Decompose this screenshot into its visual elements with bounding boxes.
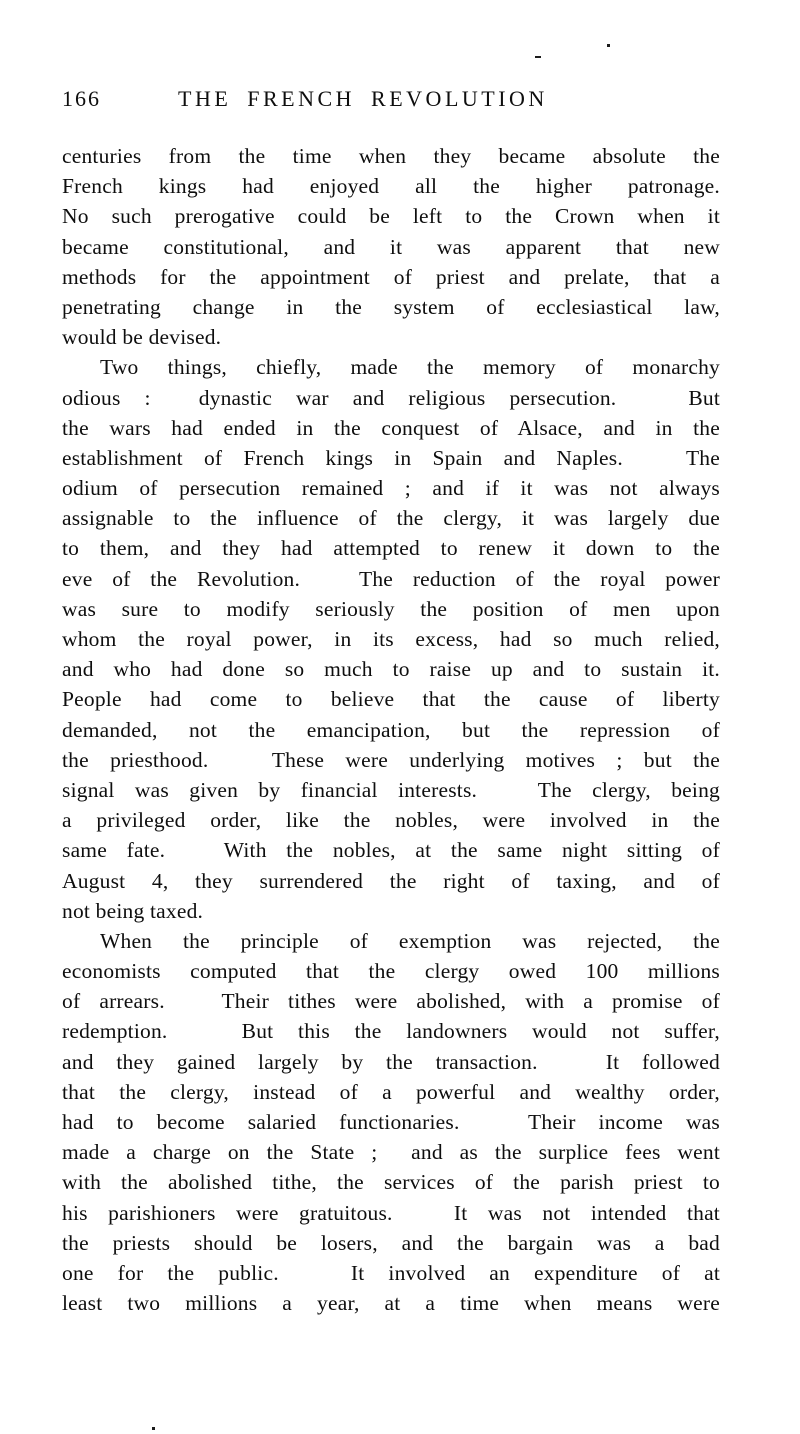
text-line: Two things, chiefly, made the memory of monarchy: [100, 355, 720, 380]
text-line: the wars had ended in the conquest of Alsace, and in the: [62, 415, 720, 440]
page-body: [62, 141, 720, 1318]
text-line: that the clergy, instead of a powerful and wealthy order,: [62, 1079, 720, 1104]
text-line: same fate. With the nobles, at the same night sitting of: [62, 838, 720, 863]
text-line: one for the public. It involved an expenditure of at: [62, 1260, 720, 1285]
scan-speck: [152, 1427, 155, 1430]
page-number: 166: [62, 86, 101, 111]
text-line: whom the royal power, in its excess, had so much relied,: [62, 627, 720, 651]
text-line: methods for the appointment of priest and prelate, that a: [62, 264, 720, 289]
text-line: redemption. But this the landowners would not suffer,: [62, 1019, 720, 1044]
text-line: When the principle of exemption was rejected, the: [100, 928, 720, 953]
text-line: assignable to the influence of the clergy, it was largely due: [62, 506, 720, 531]
text-line: odious : dynastic war and religious persecution. But: [62, 385, 720, 410]
text-line: a privileged order, like the nobles, were involved in the: [62, 808, 720, 833]
text-line: odium of persecution remained ; and if it was not always: [62, 476, 720, 501]
text-line: economists computed that the clergy owed 100 millions: [62, 959, 720, 984]
text-line: of arrears. Their tithes were abolished, with a promise of: [62, 989, 720, 1014]
text-line: and who had done so much to raise up and to sustain it.: [62, 657, 720, 682]
text-line: centuries from the time when they became absolute the: [62, 144, 720, 168]
text-line: demanded, not the emancipation, but the repression of: [62, 717, 720, 742]
scan-speck: [607, 44, 610, 47]
text-line: August 4, they surrendered the right of taxing, and of: [62, 868, 720, 893]
text-line: with the abolished tithe, the services of the parish priest to: [62, 1170, 720, 1195]
text-line: signal was given by financial interests. The clergy, being: [62, 777, 720, 802]
text-line: would be devised.: [62, 325, 222, 350]
text-line: the priesthood. These were underlying motives ; but the: [62, 747, 720, 772]
running-title: THE FRENCH REVOLUTION: [178, 86, 548, 111]
text-line: and they gained largely by the transaction. It followed: [62, 1049, 720, 1074]
text-line: to them, and they had attempted to renew it down to the: [62, 536, 720, 561]
text-line: the priests should be losers, and the bargain was a bad: [62, 1230, 720, 1255]
text-line: his parishioners were gratuitous. It was not intended that: [62, 1200, 720, 1225]
text-line: not being taxed.: [62, 898, 204, 923]
text-line: least two millions a year, at a time when means were: [62, 1291, 720, 1316]
text-line: penetrating change in the system of ecclesiastical law,: [62, 294, 720, 319]
text-line: made a charge on the State ; and as the surplice fees went: [62, 1140, 720, 1165]
text-line: eve of the Revolution. The reduction of the royal power: [62, 566, 720, 591]
text-line: establishment of French kings in Spain and Naples. The: [62, 445, 720, 470]
text-line: had to become salaried functionaries. Their income was: [62, 1110, 720, 1134]
text-line: People had come to believe that the cause of liberty: [62, 687, 720, 712]
scan-speck: [535, 56, 541, 58]
text-line: No such prerogative could be left to the Crown when it: [62, 204, 720, 229]
page-header: [0, 86, 800, 114]
text-line: became constitutional, and it was apparent that new: [62, 234, 720, 259]
text-line: French kings had enjoyed all the higher patronage.: [62, 174, 720, 199]
text-line: was sure to modify seriously the position of men upon: [62, 596, 720, 621]
